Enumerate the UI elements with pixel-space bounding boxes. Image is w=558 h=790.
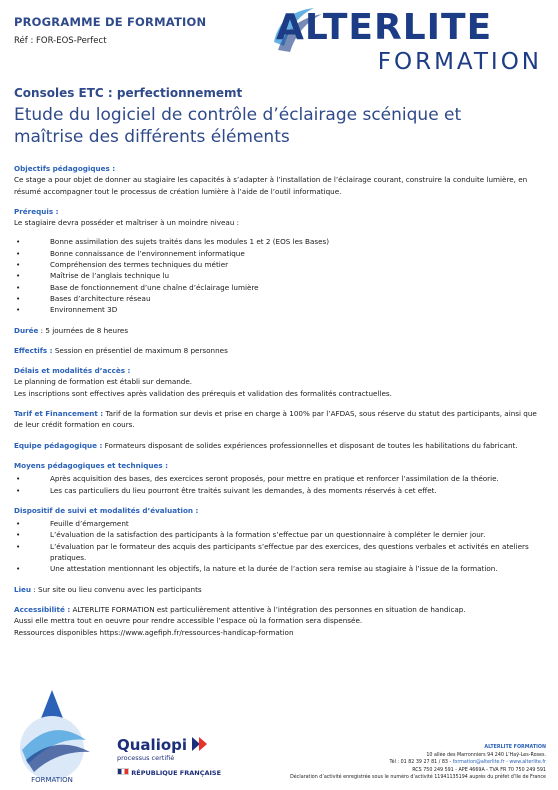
alterlite-logo [276,8,552,80]
list-item: • Une attestation mentionnant les objectifs, la nature et la durée de l’action sera remise au stagiaire à l’issue de la formation. [14,563,542,574]
qualiopi-logo [117,735,227,785]
delais-line-1: Le planning de formation est établi sur demande. [14,377,193,387]
objectifs-text: Ce stage a pour objet de donner au stagiaire les capacités à s’adapter à l’installation de l’éclairage courant, construire la conduite lumière, en résumé accompagner tout le processus de création lumière à l’aide de l’outil informatique. [14,175,528,196]
list-item: • Bases d’architecture réseau [14,293,542,304]
republique-francaise-label: RÉPUBLIQUE FRANÇAISE [117,768,227,777]
list-item: • Bonne assimilation des sujets traités dans les modules 1 et 2 (EOS les Bases) [14,236,542,247]
list-item: • Environnement 3D [14,304,542,315]
programme-label: PROGRAMME DE FORMATION [14,15,207,29]
qualiopi-arrows-icon [192,737,214,751]
delais-heading: Délais et modalités d’accès : [14,366,131,376]
accessibilite-line-2: Aussi elle mettra tout en oeuvre pour rendre accessible l’espace où la formation sera dispensée. [14,616,363,626]
list-item: • Les cas particuliers du lieu pourront être traités suivant les demandes, à des moments réservés à cet effet. [14,485,542,496]
effectifs-heading: Effectifs : [14,345,53,355]
formation-emblem-label: FORMATION [31,776,73,784]
lieu-heading: Lieu [14,584,32,594]
accessibilite-resources-link[interactable]: Ressources disponibles https://www.agefiph.fr/ressources-handicap-formation [14,627,294,637]
list-item: • L’évaluation de la satisfaction des participants à la formation s’effectue par un questionnaire à compléter le dernier jour. [14,529,542,540]
duree-text: : 5 journées de 8 heures [38,325,129,335]
list-item: • Feuille d’émargement [14,518,542,529]
section-lieu [14,584,542,595]
section-moyens [14,460,542,496]
objectifs-heading: Objectifs pédagogiques : [14,164,116,173]
dispositif-list [14,518,542,574]
prerequis-heading: Prérequis : [14,206,59,216]
delais-line-2: Les inscriptions sont effectives après validation des prérequis et validation des formalités contractuelles. [14,388,392,398]
tarif-text: Tarif de la formation sur devis et prise en charge à 100% par l’AFDAS, sous réserve du statut des participants, ainsi que de leur crédit formation en cours. [14,409,537,430]
programme-content [14,163,542,647]
french-flag-icon [117,768,129,775]
effectifs-text: Session en présentiel de maximum 8 personnes [52,345,228,355]
tarif-heading: Tarif et Financement : [14,409,104,419]
section-effectifs [14,345,542,356]
moyens-list [14,473,542,496]
list-item: • Compréhension des termes techniques du métier [14,259,542,270]
accessibilite-text: ALTERLITE FORMATION est particulièrement attentive à l’intégration des personnes en situation de handicap. [70,604,466,614]
company-name: ALTERLITE FORMATION [484,745,546,750]
company-rcs: RCS 750 249 591 - APE 4669A - TVA FR 70 750 249 591 [412,767,546,773]
list-item: • Base de fonctionnement d’une chaîne d’éclairage lumière [14,282,542,293]
section-prerequis [14,206,542,316]
equipe-text: Formateurs disposant de solides expériences professionnelles et disposant de toutes les habilitations du fabricant. [102,440,518,450]
logo-wordmark: ALTERLITE [276,7,493,48]
list-item: • Maîtrise de l’anglais technique lu [14,270,542,281]
company-address: 10 allée des Marronniers 94 240 L’Haÿ-Les-Roses. [426,752,546,758]
company-contact: Tél : 01 82 39 27 81 / 83 - formation@alterlite.fr - www.alterlite.fr [389,760,546,766]
dispositif-heading: Dispositif de suivi et modalités d’évaluation : [14,505,199,515]
duree-heading: Durée [14,325,39,335]
course-title: Etude du logiciel de contrôle d’éclairage scénique et maîtrise des différents éléments [14,105,462,147]
contact-links[interactable]: formation@alterlite.fr - www.alterlite.fr [452,760,546,766]
qualiopi-subtitle: processus certifié [117,754,175,762]
section-dispositif [14,505,542,575]
company-address-block [256,744,546,782]
section-accessibilite [14,604,542,638]
section-objectifs [14,163,542,197]
moyens-heading: Moyens pédagogiques et techniques : [14,460,169,470]
lieu-text: : Sur site ou lieu convenu avec les participants [31,584,202,594]
formation-emblem-icon [6,686,98,786]
prerequis-intro: Le stagiaire devra posséder et maîtriser à un moindre niveau : [14,218,240,228]
qualiopi-title-row [117,735,227,754]
list-item: • Après acquisition des bases, des exercices seront proposés, pour mettre en pratique et renforcer l’assimilation de la théorie. [14,473,542,484]
section-delais [14,365,542,399]
accessibilite-heading: Accessibilité : [14,604,71,614]
formation-emblem [6,686,98,786]
company-declaration: Déclaration d’activité enregistrée sous le numéro d’activité 11941135194 auprès du préfet d’Ile de France [290,775,546,781]
course-subtitle: Consoles ETC : perfectionnememt [14,86,243,100]
list-item: • L’évaluation par le formateur des acquis des participants s’effectue par des exercices, des questions verbales et activités en ateliers pratiques. [14,541,542,564]
section-equipe [14,440,542,451]
equipe-heading: Equipe pédagogique : [14,440,103,450]
list-item: • Bonne connaissance de l’environnement informatique [14,248,542,259]
section-duree [14,325,542,336]
reference-code: Réf : FOR-EOS-Perfect [14,36,107,46]
logo-subtitle: FORMATION [377,49,542,75]
qualiopi-title: Qualiopi [117,736,188,754]
section-tarif [14,408,542,431]
prerequis-list [14,236,542,315]
